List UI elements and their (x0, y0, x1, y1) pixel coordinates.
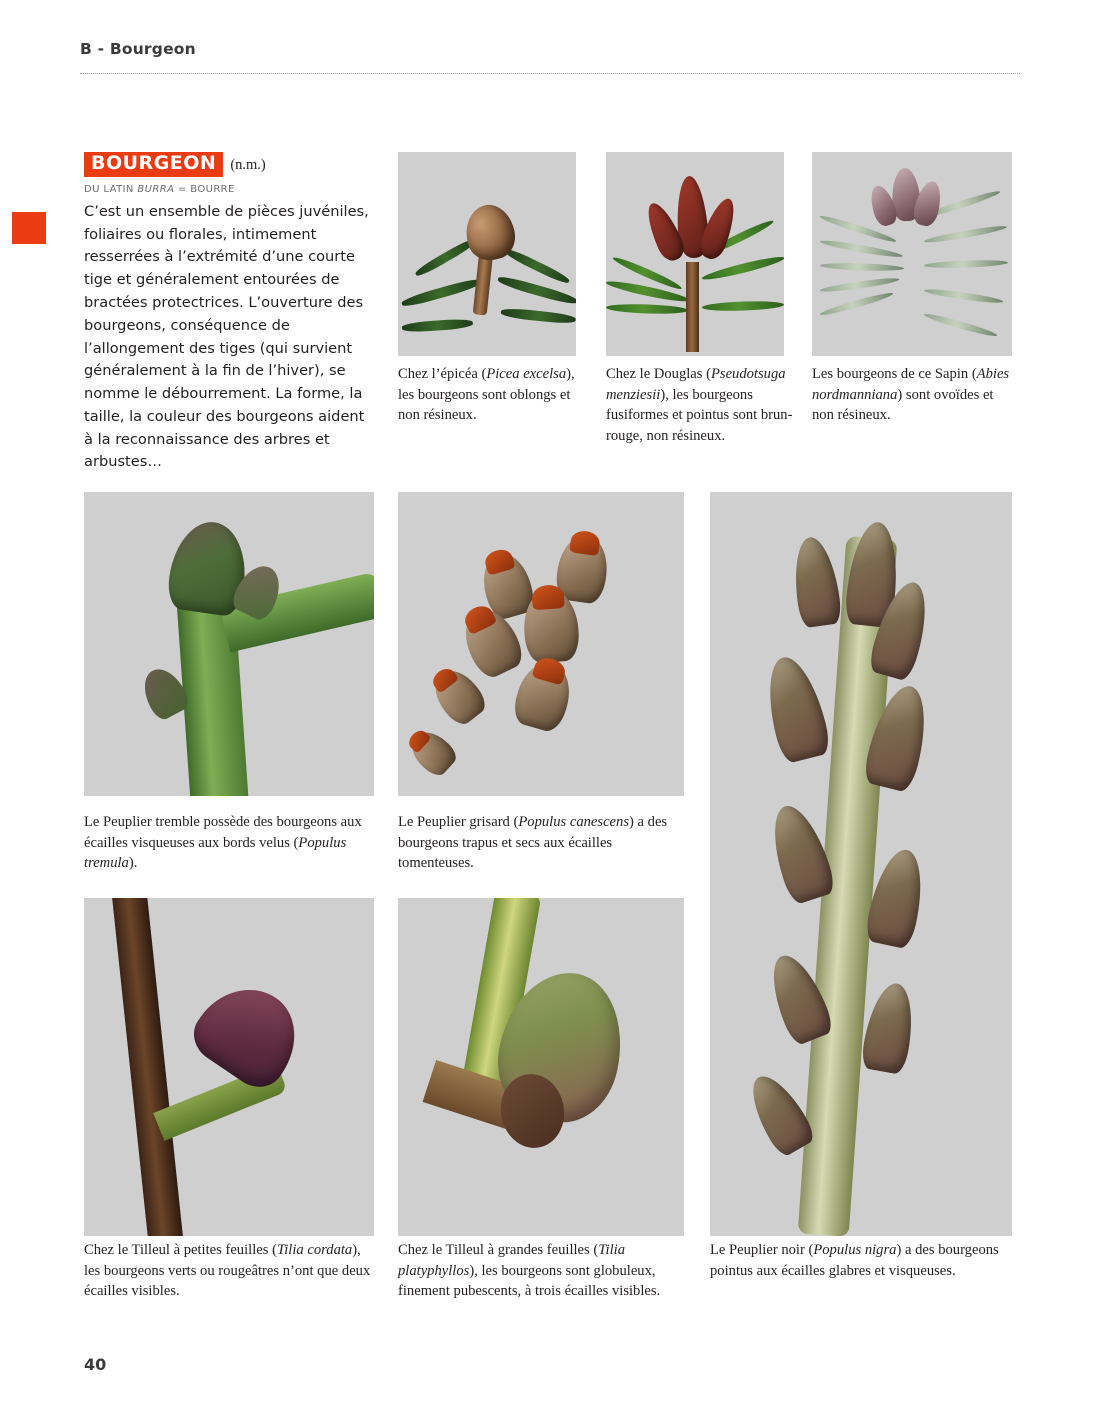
entry-definition-text: C’est un ensemble de pièces juvéniles, foliaires ou florales, intimement resserrées à l’extrémité d’une courte tige et généralement entourées de bractées protectrices. L’ouverture des bourgeons, conséquence de l’allongement des tiges (qui survient généralement à la fin de l’hiver), se nomme le débourrement. La forme, la taille, la couleur des bourgeons aident à la reconnaissance des arbres et arbustes… (84, 202, 369, 471)
photo-abies-bud (812, 152, 1012, 356)
caption-abies: Les bourgeons de ce Sapin (Abies nordmanniana) sont ovoïdes et non résineux. (812, 366, 1010, 424)
photo-epicea-bud (398, 152, 576, 356)
figure-epicea (398, 152, 576, 356)
figure-tilleul-cordata (84, 898, 374, 1236)
figure-peuplier-grisard (398, 492, 684, 796)
entry-term: BOURGEON (84, 152, 223, 177)
entry-etymology (84, 184, 374, 195)
page-number: 40 (84, 1355, 107, 1374)
entry-title-row (84, 152, 374, 177)
photo-douglas-bud (606, 152, 784, 356)
etymology-word: BURRA (137, 183, 175, 195)
dictionary-entry (84, 152, 374, 474)
section-thumb-tab (12, 212, 46, 244)
caption-douglas: Chez le Douglas (Pseudotsuga menziesii), les bourgeons fusiformes et pointus sont brun-rouge, non résineux. (606, 366, 793, 445)
photo-tilleul-cordata-bud (84, 898, 374, 1236)
caption-peuplier-tremble: Le Peuplier tremble possède des bourgeons aux écailles visqueuses aux bords velus (Populus tremula). (84, 814, 362, 872)
photo-peuplier-tremble-bud (84, 492, 374, 796)
figure-peuplier-noir (710, 492, 1012, 1236)
caption-epicea: Chez l’épicéa (Picea excelsa), les bourgeons sont oblongs et non résineux. (398, 366, 575, 424)
figure-abies (812, 152, 1012, 356)
caption-peuplier-noir: Le Peuplier noir (Populus nigra) a des bourgeons pointus aux écailles glabres et visqueuses. (710, 1242, 999, 1279)
etymology-meaning: BOURRE (190, 183, 235, 195)
caption-tilleul-cordata: Chez le Tilleul à petites feuilles (Tilia cordata), les bourgeons verts ou rougeâtres n’ont que deux écailles visibles. (84, 1242, 371, 1300)
figure-tilleul-platyphyllos (398, 898, 684, 1236)
caption-peuplier-grisard: Le Peuplier grisard (Populus canescens) a des bourgeons trapus et secs aux écailles tomenteuses. (398, 814, 668, 872)
entry-grammar: (n.m.) (230, 157, 266, 173)
header-divider (80, 73, 1020, 74)
running-head-title: B - Bourgeon (80, 40, 196, 58)
photo-peuplier-grisard-buds (398, 492, 684, 796)
photo-tilleul-platyphyllos-bud (398, 898, 684, 1236)
etymology-equals: = (174, 183, 191, 195)
photo-peuplier-noir-branch (710, 492, 1012, 1236)
figure-peuplier-tremble (84, 492, 374, 796)
page-header (80, 40, 1020, 80)
caption-tilleul-platyphyllos: Chez le Tilleul à grandes feuilles (Tilia platyphyllos), les bourgeons sont globuleux, finement pubescents, à trois écailles visibles. (398, 1242, 661, 1300)
figure-douglas (606, 152, 784, 356)
etymology-prefix: DU LATIN (84, 183, 138, 195)
